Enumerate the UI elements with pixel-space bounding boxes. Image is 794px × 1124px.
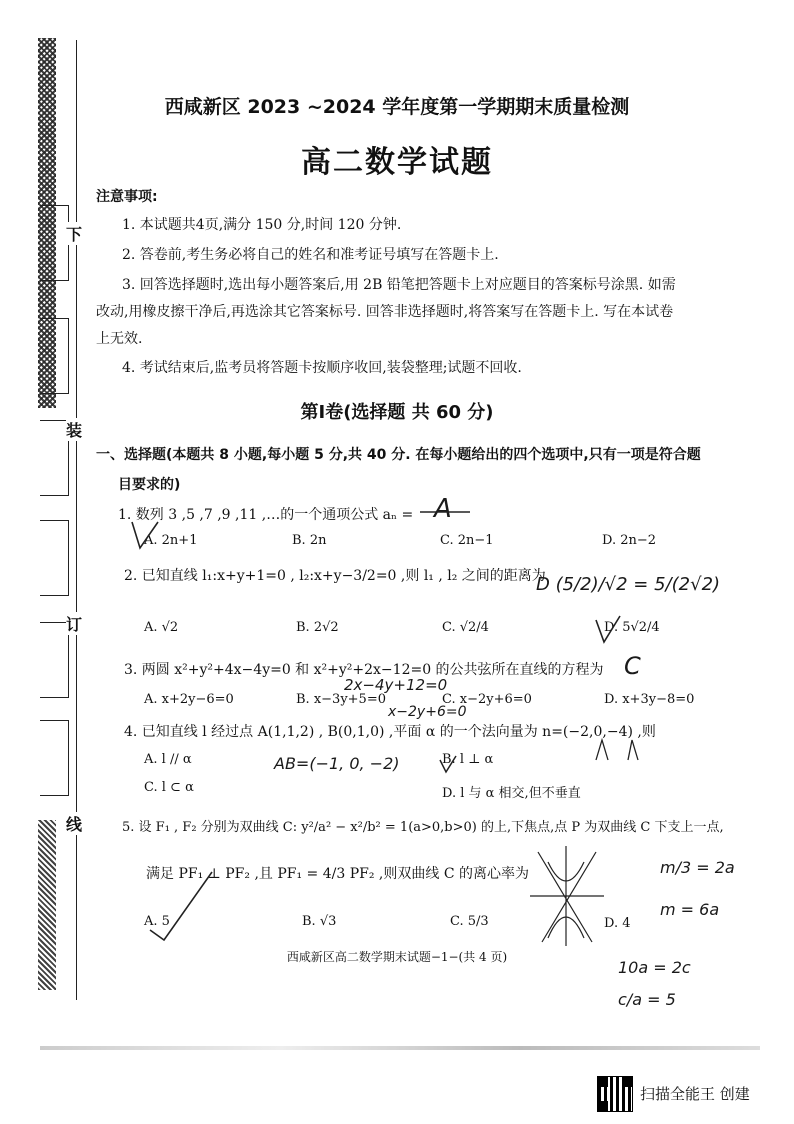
question-4-option-b: B. l ⊥ α <box>442 752 494 767</box>
side-mark-ding: 订 <box>66 612 82 635</box>
handwritten-work-q5: c/a = 5 <box>618 990 676 1009</box>
question-2-option-b: B. 2√2 <box>296 620 339 635</box>
question-5-option-b: B. √3 <box>302 914 337 929</box>
question-5-option-c: C. 5/3 <box>450 914 489 929</box>
notice-item: 上无效. <box>96 331 143 347</box>
check-mark-q4 <box>440 756 456 772</box>
question-3-option-b: B. x−3y+5=0 <box>296 692 386 707</box>
handwritten-work-q3: x−2y+6=0 <box>388 704 467 720</box>
notice-title: 注意事项: <box>96 189 158 205</box>
page-footer: 西咸新区高二数学期末试题−1−(共 4 页) <box>286 950 508 964</box>
question-3-option-c: C. x−2y+6=0 <box>442 692 532 707</box>
question-1-option-b: B. 2n <box>292 533 327 548</box>
notice-item: 1. 本试题共4页,满分 150 分,时间 120 分钟. <box>122 217 402 233</box>
question-2-option-d: D. 5√2/4 <box>604 620 660 635</box>
question-4-option-a: A. l // α <box>144 752 192 767</box>
question-4-option-d: D. l 与 α 相交,但不垂直 <box>442 786 581 801</box>
handwritten-answer-q3: C <box>624 652 641 680</box>
arrow-marks-q4 <box>596 740 638 760</box>
check-mark-q5 <box>150 872 212 940</box>
notice-item: 3. 回答选择题时,选出每小题答案后,用 2B 铅笔把答题卡上对应题目的答案标号涂黑. 如需 <box>122 277 676 293</box>
check-mark-q1 <box>132 522 158 548</box>
question-5-stem-cont: 满足 PF₁ ⊥ PF₂ ,且 PF₁ = 4/3 PF₂ ,则双曲线 C 的离心率为 <box>146 866 529 882</box>
part-one-heading: 一、选择题(本题共 8 小题,每小题 5 分,共 40 分. 在每小题给出的四个选项中,只有一项是符合题 <box>96 447 701 463</box>
scanner-watermark: 扫描全能王 创建 <box>640 1085 750 1103</box>
section-title: 第Ⅰ卷(选择题 共 60 分) <box>300 402 494 423</box>
handwritten-work-q5: m/3 = 2a <box>660 858 735 877</box>
question-5-stem: 5. 设 F₁ , F₂ 分别为双曲线 C: y²/a² − x²/b² = 1(a>0,b>0) 的上,下焦点,点 P 为双曲线 C 下支上一点, <box>122 820 724 835</box>
question-5-option-d: D. 4 <box>604 916 631 931</box>
question-3-option-d: D. x+3y−8=0 <box>604 692 695 707</box>
scan-edge-line <box>40 1046 760 1050</box>
side-mark-xia: 下 <box>66 222 82 245</box>
qr-code-icon <box>597 1076 633 1112</box>
handwritten-answer-q1: A <box>434 494 452 524</box>
hyperbola-sketch <box>530 846 604 946</box>
question-3-option-a: A. x+2y−6=0 <box>144 692 234 707</box>
handwritten-work-q5: m = 6a <box>660 900 720 919</box>
side-mark-xian: 线 <box>66 812 82 835</box>
question-3-stem: 3. 两圆 x²+y²+4x−4y=0 和 x²+y²+2x−12=0 的公共弦所在直线的方程为 <box>124 662 604 678</box>
notice-item: 4. 考试结束后,监考员将答题卡按顺序收回,装袋整理;试题不回收. <box>122 360 522 376</box>
side-mark-zhuang: 装 <box>66 418 82 441</box>
question-4-stem: 4. 已知直线 l 经过点 A(1,1,2) , B(0,1,0) ,平面 α 的一个法向量为 n=(−2,0,−4) ,则 <box>124 724 656 740</box>
question-2-option-a: A. √2 <box>144 620 179 635</box>
handwritten-work-q4: AB=(−1, 0, −2) <box>274 754 400 773</box>
handwritten-work-q2: D (5/2)/√2 = 5/(2√2) <box>536 574 721 595</box>
question-4-option-c: C. l ⊂ α <box>144 780 194 795</box>
question-2-stem: 2. 已知直线 l₁:x+y+1=0 , l₂:x+y−3/2=0 ,则 l₁ , l₂ 之间的距离为 <box>124 568 546 584</box>
part-one-heading-cont: 目要求的) <box>118 477 181 493</box>
question-2-option-c: C. √2/4 <box>442 620 489 635</box>
question-1-option-c: C. 2n−1 <box>440 533 494 548</box>
question-1-option-a: A. 2n+1 <box>144 533 198 548</box>
handwritten-work-q3: 2x−4y+12=0 <box>344 676 448 694</box>
check-mark-q2 <box>596 616 620 642</box>
notice-item: 2. 答卷前,考生务必将自己的姓名和准考证号填写在答题卡上. <box>122 247 499 263</box>
question-1-option-d: D. 2n−2 <box>602 533 657 548</box>
question-5-option-a: A. 5 <box>144 914 170 929</box>
question-1-stem: 1. 数列 3 ,5 ,7 ,9 ,11 ,…的一个通项公式 aₙ = <box>118 507 414 523</box>
handwritten-work-q5: 10a = 2c <box>618 958 691 977</box>
exam-title: 西咸新区 2023 ~2024 学年度第一学期期末质量检测 <box>164 96 630 118</box>
notice-item: 改动,用橡皮擦干净后,再选涂其它答案标号. 回答非选择题时,将答案写在答题卡上. 写在本试卷 <box>96 304 674 320</box>
exam-subtitle: 高二数学试题 <box>301 145 493 180</box>
